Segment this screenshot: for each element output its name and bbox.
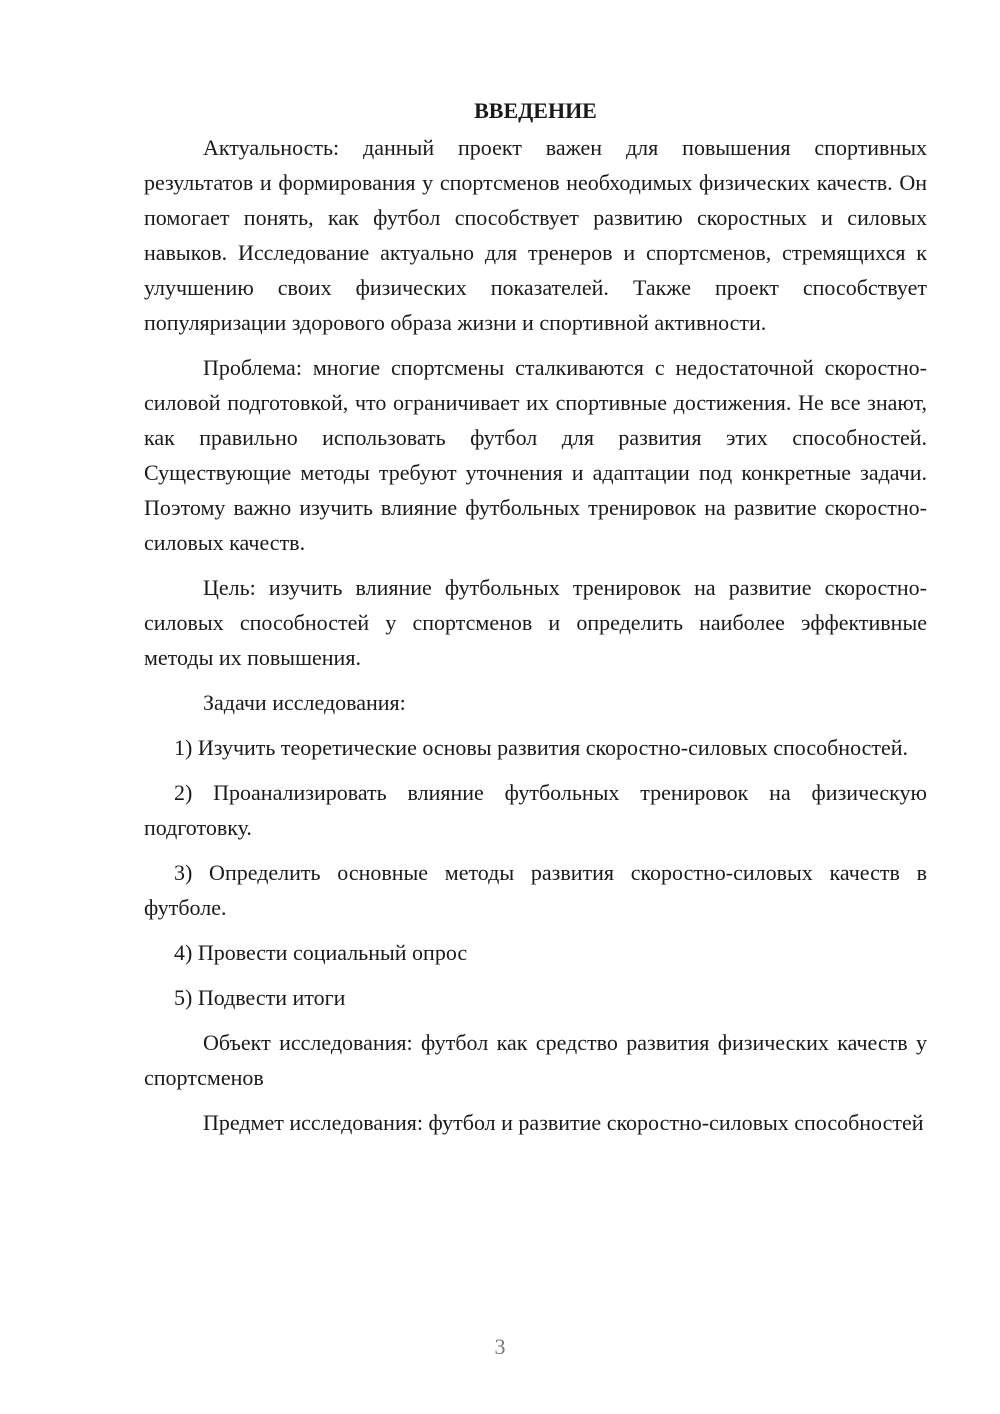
- paragraph-subject: Предмет исследования: футбол и развитие скоростно-силовых способностей: [203, 1110, 924, 1135]
- task-item-4: 4) Провести социальный опрос: [174, 940, 468, 965]
- task-item-3: 3) Определить основные методы развития скоростно-силовых качеств в футболе.: [144, 860, 927, 920]
- task-item-5: 5) Подвести итоги: [174, 985, 346, 1010]
- paragraph-problem: Проблема: многие спортсмены сталкиваются с недостаточной скоростно-силовой подготовкой, что ограничивает их спортивные достижения. Не все знают, как правильно использовать футбол для развития этих способностей. Существующие методы требуют уточнения и адаптации под конкретные задачи. Поэтому важно изучить влияние футбольных тренировок на развитие скоростно-силовых качеств.: [144, 355, 927, 555]
- paragraph-object: Объект исследования: футбол как средство развития физических качеств у спортсменов: [144, 1030, 927, 1090]
- task-item-2: 2) Проанализировать влияние футбольных тренировок на физическую подготовку.: [144, 780, 927, 840]
- paragraph-relevance: Актуальность: данный проект важен для повышения спортивных результатов и формирования у спортсменов необходимых физических качеств. Он помогает понять, как футбол способствует развитию скоростных и силовых навыков. Исследование актуально для тренеров и спортсменов, стремящихся к улучшению своих физических показателей. Также проект способствует популяризации здорового образа жизни и спортивной активности.: [144, 135, 927, 335]
- paragraph-goal: Цель: изучить влияние футбольных тренировок на развитие скоростно-силовых способностей у спортсменов и определить наиболее эффективные методы их повышения.: [144, 575, 927, 670]
- document-page: [144, 96, 927, 1150]
- page-number: 3: [494, 1334, 506, 1359]
- tasks-heading: Задачи исследования:: [203, 690, 406, 715]
- section-title: ВВЕДЕНИЕ: [474, 98, 597, 123]
- task-item-1: 1) Изучить теоретические основы развития скоростно-силовых способностей.: [174, 735, 909, 760]
